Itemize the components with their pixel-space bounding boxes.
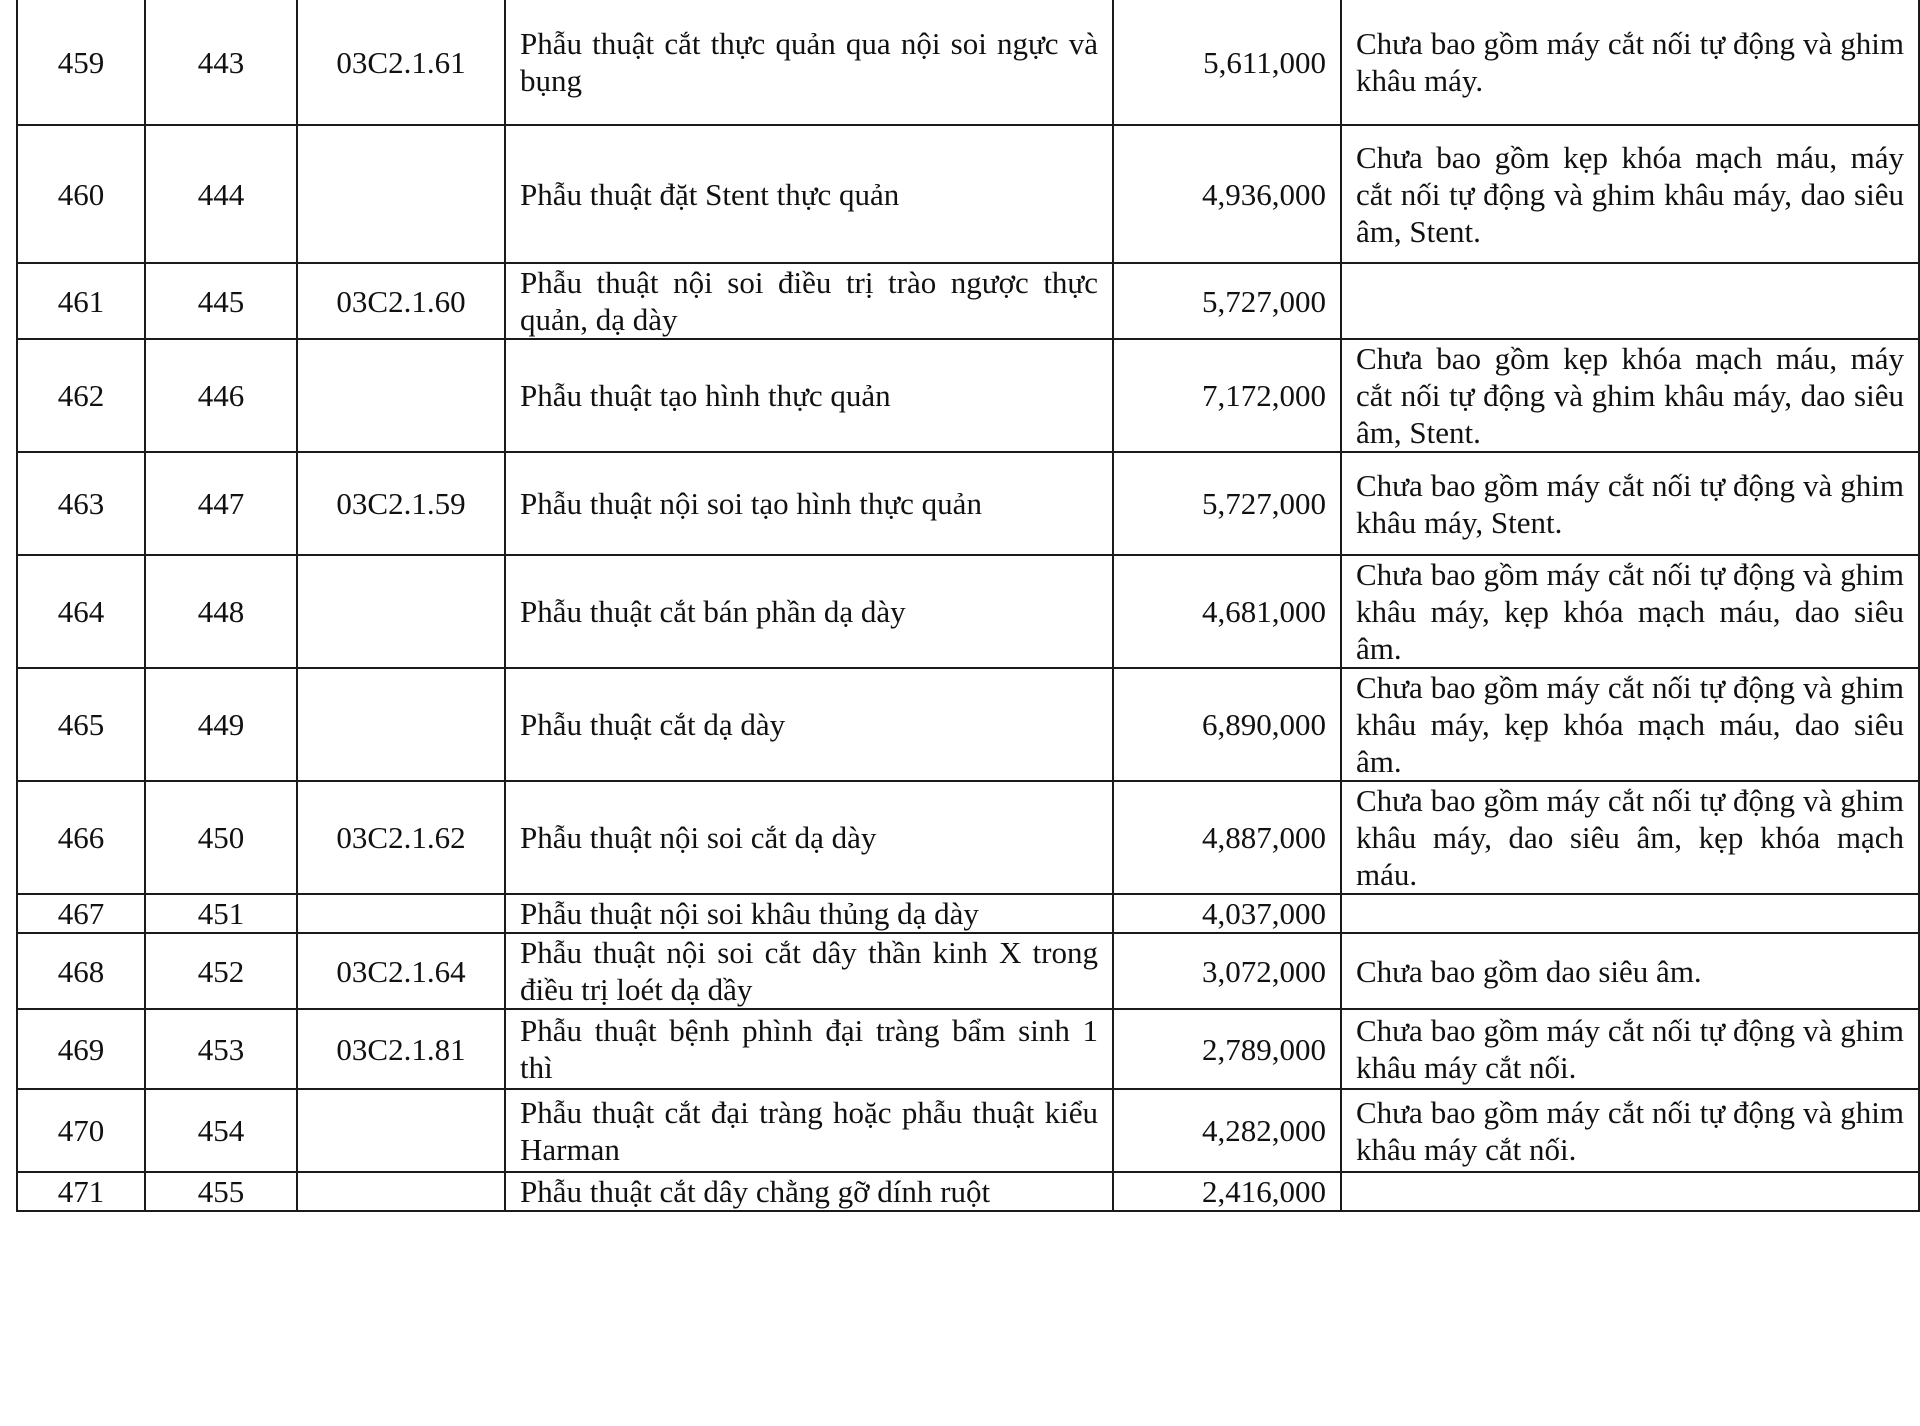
row-subnumber: 454 [145,1089,297,1172]
service-code [297,1172,505,1211]
table-row [17,0,1919,125]
row-subnumber: 444 [145,125,297,263]
row-subnumber: 447 [145,452,297,555]
table-row [17,452,1919,555]
service-price: 2,416,000 [1113,1172,1341,1211]
service-price: 5,611,000 [1113,0,1341,125]
service-price: 6,890,000 [1113,668,1341,781]
service-name: Phẫu thuật nội soi tạo hình thực quản [505,452,1113,555]
row-number: 460 [17,125,145,263]
table-row [17,1172,1919,1211]
service-note: Chưa bao gồm máy cắt nối tự động và ghim khâu máy, kẹp khóa mạch máu, dao siêu âm. [1341,555,1919,668]
row-number: 461 [17,263,145,339]
service-name: Phẫu thuật nội soi cắt dây thần kinh X trong điều trị loét dạ dầy [505,933,1113,1009]
table-row [17,1089,1919,1172]
service-name: Phẫu thuật đặt Stent thực quản [505,125,1113,263]
service-name: Phẫu thuật cắt thực quản qua nội soi ngực và bụng [505,0,1113,125]
service-name: Phẫu thuật nội soi điều trị trào ngược thực quản, dạ dày [505,263,1113,339]
table-row [17,781,1919,894]
table-row [17,555,1919,668]
service-note [1341,263,1919,339]
row-number: 464 [17,555,145,668]
row-subnumber: 451 [145,894,297,933]
service-note: Chưa bao gồm máy cắt nối tự động và ghim khâu máy cắt nối. [1341,1009,1919,1089]
table-row [17,339,1919,452]
service-price: 4,282,000 [1113,1089,1341,1172]
service-note: Chưa bao gồm máy cắt nối tự động và ghim khâu máy, dao siêu âm, kẹp khóa mạch máu. [1341,781,1919,894]
service-note: Chưa bao gồm kẹp khóa mạch máu, máy cắt nối tự động và ghim khâu máy, dao siêu âm, Stent. [1341,339,1919,452]
service-code [297,1089,505,1172]
service-price: 5,727,000 [1113,263,1341,339]
service-price: 4,681,000 [1113,555,1341,668]
service-code [297,894,505,933]
service-name: Phẫu thuật cắt dạ dày [505,668,1113,781]
service-note: Chưa bao gồm máy cắt nối tự động và ghim khâu máy, Stent. [1341,452,1919,555]
service-code: 03C2.1.62 [297,781,505,894]
service-name: Phẫu thuật nội soi khâu thủng dạ dày [505,894,1113,933]
service-price: 4,936,000 [1113,125,1341,263]
row-subnumber: 445 [145,263,297,339]
table-row [17,263,1919,339]
service-code: 03C2.1.59 [297,452,505,555]
row-subnumber: 449 [145,668,297,781]
service-name: Phẫu thuật tạo hình thực quản [505,339,1113,452]
table-row [17,668,1919,781]
service-price: 4,887,000 [1113,781,1341,894]
row-subnumber: 455 [145,1172,297,1211]
row-subnumber: 450 [145,781,297,894]
service-code [297,339,505,452]
price-table [16,0,1920,1212]
service-code: 03C2.1.64 [297,933,505,1009]
row-subnumber: 453 [145,1009,297,1089]
row-number: 469 [17,1009,145,1089]
service-note [1341,1172,1919,1211]
row-subnumber: 446 [145,339,297,452]
table-row [17,933,1919,1009]
table-row [17,1009,1919,1089]
service-name: Phẫu thuật nội soi cắt dạ dày [505,781,1113,894]
row-number: 471 [17,1172,145,1211]
service-price: 2,789,000 [1113,1009,1341,1089]
service-note [1341,894,1919,933]
row-subnumber: 452 [145,933,297,1009]
row-number: 463 [17,452,145,555]
service-code [297,555,505,668]
service-note: Chưa bao gồm máy cắt nối tự động và ghim khâu máy. [1341,0,1919,125]
row-number: 459 [17,0,145,125]
price-table-body [17,0,1919,1211]
row-subnumber: 448 [145,555,297,668]
service-price: 5,727,000 [1113,452,1341,555]
service-price: 3,072,000 [1113,933,1341,1009]
row-number: 466 [17,781,145,894]
row-subnumber: 443 [145,0,297,125]
service-note: Chưa bao gồm máy cắt nối tự động và ghim khâu máy, kẹp khóa mạch máu, dao siêu âm. [1341,668,1919,781]
table-row [17,894,1919,933]
service-code: 03C2.1.61 [297,0,505,125]
service-code: 03C2.1.60 [297,263,505,339]
row-number: 470 [17,1089,145,1172]
row-number: 468 [17,933,145,1009]
service-note: Chưa bao gồm máy cắt nối tự động và ghim khâu máy cắt nối. [1341,1089,1919,1172]
service-price: 7,172,000 [1113,339,1341,452]
service-name: Phẫu thuật cắt dây chằng gỡ dính ruột [505,1172,1113,1211]
service-name: Phẫu thuật bệnh phình đại tràng bẩm sinh 1 thì [505,1009,1113,1089]
row-number: 462 [17,339,145,452]
service-code [297,668,505,781]
service-name: Phẫu thuật cắt bán phần dạ dày [505,555,1113,668]
row-number: 467 [17,894,145,933]
service-name: Phẫu thuật cắt đại tràng hoặc phẫu thuật kiểu Harman [505,1089,1113,1172]
row-number: 465 [17,668,145,781]
service-code: 03C2.1.81 [297,1009,505,1089]
service-note: Chưa bao gồm dao siêu âm. [1341,933,1919,1009]
service-price: 4,037,000 [1113,894,1341,933]
service-code [297,125,505,263]
table-row [17,125,1919,263]
service-note: Chưa bao gồm kẹp khóa mạch máu, máy cắt nối tự động và ghim khâu máy, dao siêu âm, Stent. [1341,125,1919,263]
